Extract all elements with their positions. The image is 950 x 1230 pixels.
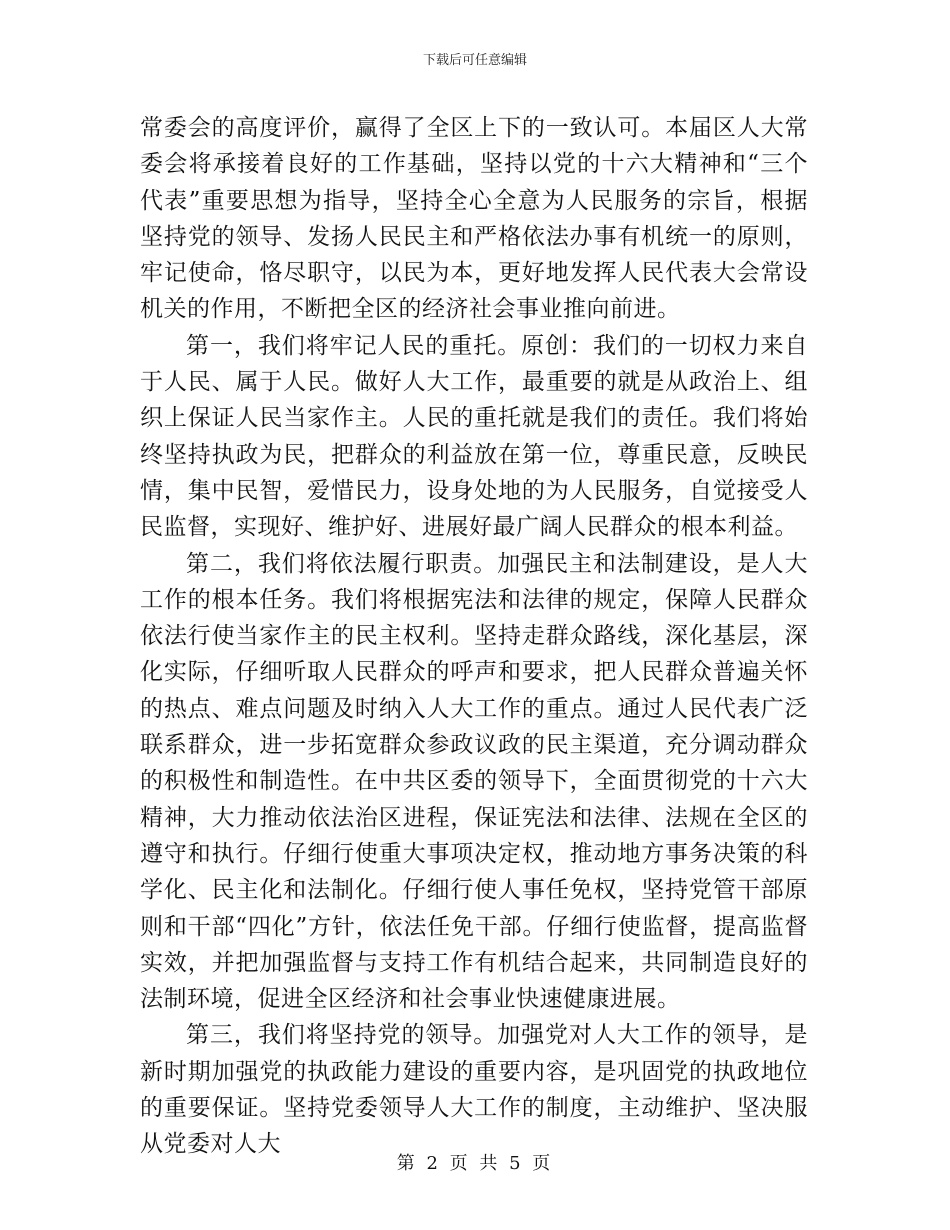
page-label-suffix: 页 <box>532 1153 554 1174</box>
paragraph: 常委会的高度评价，赢得了全区上下的一致认可。本届区人大常委会将承接着良好的工作基础，坚持以党的十六大精神和“三个代表”重要思想为指导，坚持全心全意为人民服务的宗旨，根据坚持党的领导、发扬人民民主和严格依法办事有机统一的原则，牢记使命，恪尽职守，以民为本，更好地发挥人民代表大会常设机关的作用，不断把全区的经济社会事业推向前进。 <box>140 115 808 323</box>
paragraph: 第一，我们将牢记人民的重托。原创：我们的一切权力来自于人民、属于人民。做好人大工作，最重要的就是从政治上、组织上保证人民当家作主。人民的重托就是我们的责任。我们将始终坚持执政为民，把群众的利益放在第一位，尊重民意，反映民情，集中民智，爱惜民力，设身处地的为人民服务，自觉接受人民监督，实现好、维护好、进展好最广阔人民群众的根本利益。 <box>140 332 808 541</box>
page-total: 5 <box>509 1153 524 1174</box>
page-label-prefix: 第 <box>396 1153 418 1174</box>
page-footer <box>0 1152 950 1176</box>
page-number: 2 <box>426 1153 441 1174</box>
paragraph: 第三，我们将坚持党的领导。加强党对人大工作的领导，是新时期加强党的执政能力建设的重要内容，是巩固党的执政地位的重要保证。坚持党委领导人大工作的制度，主动维护、坚决服从党委对人大 <box>140 1022 808 1158</box>
paragraph: 第二，我们将依法履行职责。加强民主和法制建设，是人大工作的根本任务。我们将根据宪法和法律的规定，保障人民群众依法行使当家作主的民主权利。坚持走群众路线，深化基层，深化实际，仔细听取人民群众的呼声和要求，把人民群众普遍关怀的热点、难点问题及时纳入人大工作的重点。通过人民代表广泛联系群众，进一步拓宽群众参政议政的民主渠道，充分调动群众的积极性和制造性。在中共区委的领导下，全面贯彻党的十六大精神，大力推动依法治区进程，保证宪法和法律、法规在全区的遵守和执行。仔细行使重大事项决定权，推动地方事务决策的科学化、民主化和法制化。仔细行使人事任免权，坚持党管干部原则和干部“四化”方针，依法任免干部。仔细行使监督，提高监督实效，并把加强监督与支持工作有机结合起来，共同制造良好的法制环境，促进全区经济和社会事业快速健康进展。 <box>140 550 808 1013</box>
page-label-mid: 页 共 <box>449 1153 501 1174</box>
header-note: 下载后可任意编辑 <box>422 53 527 68</box>
document-body <box>140 110 808 1163</box>
